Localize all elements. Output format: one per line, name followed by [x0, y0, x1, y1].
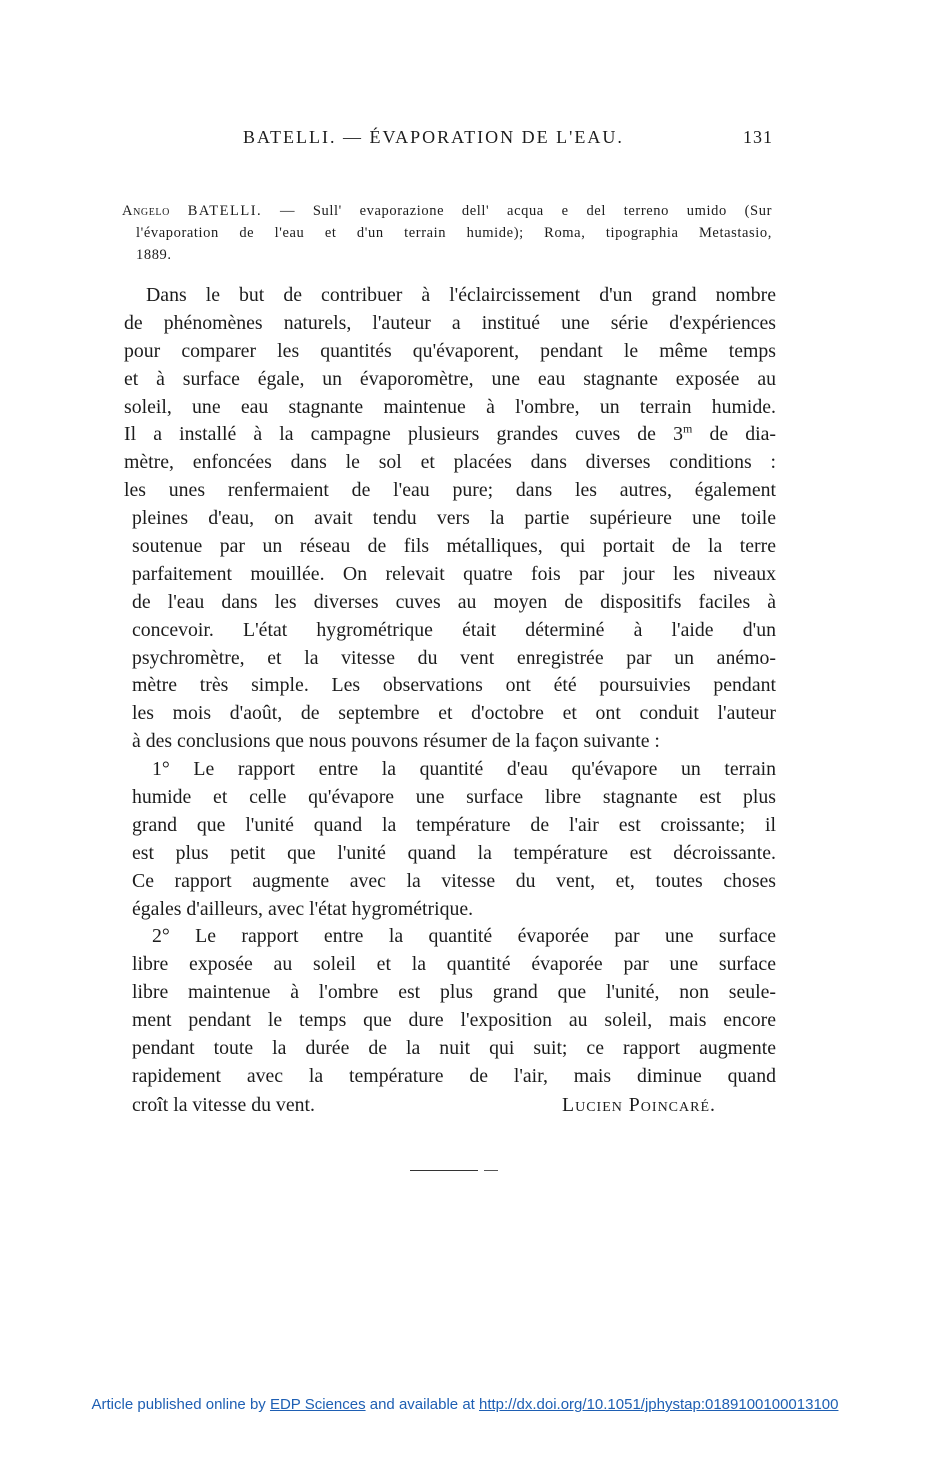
text-line: les unes renfermaient de l'eau pure; dans les autres, également: [124, 479, 776, 502]
footer-middle: and available at: [365, 1396, 479, 1413]
text-line: grand que l'unité quand la température de l'air est croissante; il: [132, 813, 776, 836]
page-number: 131: [743, 127, 773, 147]
reference-line-2: l'évaporation de l'eau et d'un terrain humide); Roma, tipographia Metastasio,: [136, 225, 772, 241]
section-divider-tail: [484, 1170, 498, 1171]
running-title: BATELLI. — ÉVAPORATION DE L'EAU.: [243, 127, 624, 147]
unit-superscript: m: [682, 421, 693, 436]
reference-author-first: Angelo: [122, 203, 170, 219]
reference-line-1: [122, 200, 772, 222]
article-body: [124, 282, 776, 1119]
text-line: pleines d'eau, on avait tendu vers la partie supérieure une toile: [132, 507, 776, 530]
paragraph-intro: [124, 282, 776, 756]
text-line: ment pendant le temps que dure l'exposition au soleil, mais encore: [132, 1009, 776, 1032]
text-line: de l'eau dans les diverses cuves au moyen de dispositifs faciles à: [132, 590, 776, 613]
text-line: 1° Le rapport entre la quantité d'eau qu'évapore un terrain: [152, 758, 776, 781]
text-line: libre maintenue à l'ombre est plus grand que l'unité, non seule-: [132, 981, 776, 1004]
text-line: humide et celle qu'évapore une surface libre stagnante est plus: [132, 786, 776, 809]
text-segment: Il a installé à la campagne plusieurs grandes cuves de 3: [124, 423, 683, 446]
doi-link[interactable]: http://dx.doi.org/10.1051/jphystap:0189100100013100: [479, 1396, 839, 1413]
text-line: les mois d'août, de septembre et d'octobre et ont conduit l'auteur: [132, 702, 776, 725]
conclusion-1: [124, 756, 776, 923]
text-line: parfaitement mouillée. On relevait quatre fois par jour les niveaux: [132, 562, 776, 585]
text-line: est plus petit que l'unité quand la température est décroissante.: [132, 841, 776, 864]
publication-footer: [0, 1396, 930, 1413]
text-line: psychromètre, et la vitesse du vent enregistrée par un anémo-: [132, 646, 776, 669]
text-line: à des conclusions que nous pouvons résumer de la façon suivante :: [132, 730, 660, 753]
text-line: [124, 421, 776, 449]
reference-title: — Sull' evaporazione dell' acqua e del terreno umido (Sur: [262, 203, 773, 219]
text-line: Ce rapport augmente avec la vitesse du vent, et, toutes choses: [132, 869, 776, 892]
conclusion-2: [124, 923, 776, 1118]
text-line: égales d'ailleurs, avec l'état hygrométrique.: [132, 897, 474, 920]
reference-year: 1889.: [136, 247, 172, 263]
reference-author-last: BATELLI.: [187, 203, 263, 219]
text-line: croît la vitesse du vent.: [132, 1093, 315, 1116]
text-line: et à surface égale, un évaporomètre, une eau stagnante exposée au: [124, 367, 776, 390]
text-line: soleil, une eau stagnante maintenue à l'ombre, un terrain humide.: [124, 395, 776, 418]
text-line: Dans le but de contribuer à l'éclaircissement d'un grand nombre: [146, 284, 776, 306]
section-divider: [410, 1170, 478, 1171]
text-line: 2° Le rapport entre la quantité évaporée par une surface: [152, 925, 776, 948]
bibliographic-reference: [122, 200, 772, 266]
text-segment: de dia-: [692, 423, 776, 446]
text-line: mètre, enfoncées dans le sol et placées dans diverses conditions :: [124, 451, 776, 474]
text-line: rapidement avec la température de l'air, mais diminue quand: [132, 1064, 776, 1087]
text-line: de phénomènes naturels, l'auteur a institué une série d'expériences: [124, 311, 776, 334]
text-line: mètre très simple. Les observations ont été poursuivies pendant: [132, 674, 776, 697]
publisher-link[interactable]: EDP Sciences: [269, 1396, 366, 1413]
text-line: pendant toute la durée de la nuit qui suit; ce rapport augmente: [132, 1037, 776, 1060]
text-line: soutenue par un réseau de fils métalliques, qui portait de la terre: [132, 535, 776, 558]
author-signature: Lucien Poincaré.: [562, 1093, 716, 1116]
text-line: pour comparer les quantités qu'évaporent, pendant le même temps: [124, 339, 776, 362]
text-line: libre exposée au soleil et la quantité évaporée par une surface: [132, 953, 776, 976]
running-head: [243, 127, 773, 153]
footer-prefix: Article published online by: [91, 1396, 270, 1413]
text-line: concevoir. L'état hygrométrique était déterminé à l'aide d'un: [132, 618, 776, 641]
closing-line: [124, 1091, 776, 1119]
